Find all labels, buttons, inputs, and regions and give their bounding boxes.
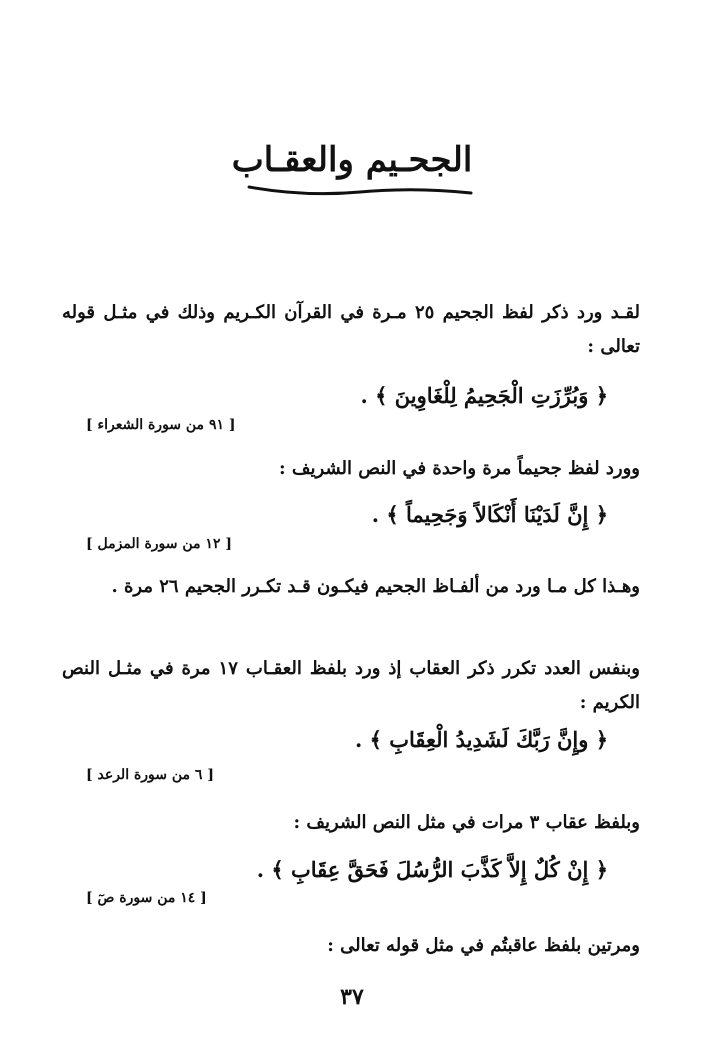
paragraph-jahim-count: لقـد ورد ذكر لفظ الجحيم ٢٥ مـرة في القرآن الكـريم وذلك في مثـل قوله تعالى : <box>62 302 641 357</box>
paragraph-jahim-total: وهـذا كل مـا ورد من ألفـاظ الجحيم فيكـون قـد تكـرر الجحيم ٢٦ مرة . <box>111 576 640 597</box>
paragraph-iqab-count: وبنفس العدد تكرر ذكر العقاب إذ ورد بلفظ العقـاب ١٧ مرة في مثـل النص الكريم : <box>62 658 641 713</box>
title-flourish <box>245 183 475 197</box>
verse-rad: ﴿ وإِنَّ رَبَّكَ لَشَدِيدُ الْعِقَابِ ﴾ . <box>354 727 608 752</box>
verse-shuara: ﴿ وَبُرِّزَتِ الْجَحِيمُ لِلْغَاوِينَ ﴾ . <box>360 383 608 408</box>
page-number: ٣٧ <box>340 984 364 1010</box>
reference-sad: [ ١٤ من سورة صٓ ] <box>86 890 207 906</box>
page-title: الجحـيم والعقـاب <box>231 140 473 180</box>
reference-muzzammil: [ ١٢ من سورة المزمل ] <box>86 536 232 552</box>
paragraph-jahiman: وورد لفظ جحيماً مرة واحدة في النص الشريف : <box>278 458 640 479</box>
verse-sad: ﴿ إِنْ كُلٌ إِلاَّ كَذَّبَ الرُّسُلَ فَحَقَّ عِقَابِ ﴾ . <box>256 857 608 882</box>
verse-muzzammil: ﴿ إِنَّ لَدَيْنَا أَنْكَالاً وَجَحِيماً ﴾ . <box>371 502 608 527</box>
paragraph-iqab-three: وبلفظ عقاب ٣ مرات في مثل النص الشريف : <box>293 812 640 833</box>
paragraph-aqabtum: ومرتين بلفظ عاقبتُم في مثل قوله تعالى : <box>327 935 640 956</box>
reference-rad: [ ٦ من سورة الرعد ] <box>86 767 214 783</box>
reference-shuara: [ ٩١ من سورة الشعراء ] <box>86 417 236 433</box>
